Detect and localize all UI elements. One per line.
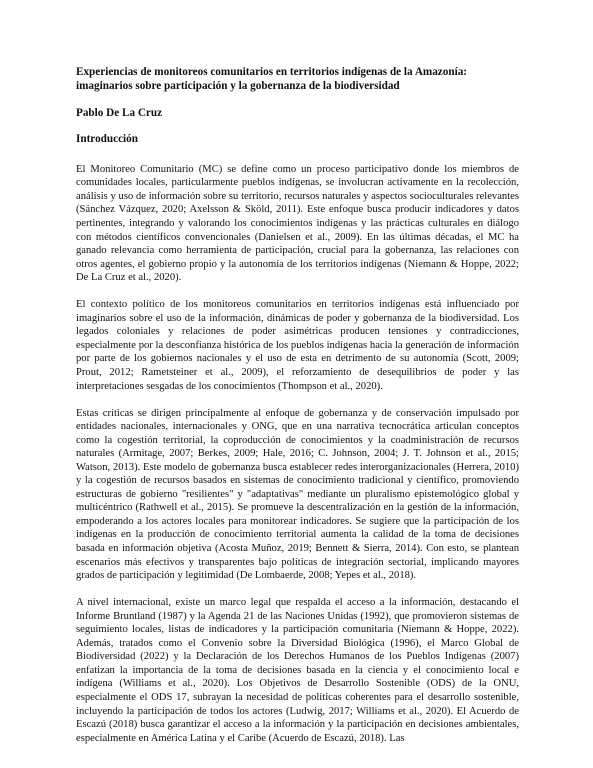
paragraph-1: El Monitoreo Comunitario (MC) se define como un proceso participativo donde los miembros de comunidades locales, particularmente pueblos indígenas, se involucran activamente en la recolección, análisis y uso de información sobre su territorio, recursos naturales y aspectos socioculturales relevantes (Sánchez Vázquez, 2020; Axelsson & Sköld, 2011). Este enfoque busca producir indicadores y datos pertinentes, integrando y valorando los conocimientos indígenas y las prácticas culturales en diálogo con métodos científicos convencionales (Danielsen et al., 2009). En las últimas décadas, el MC ha ganado relevancia como herramienta de participación, crucial para la gobernanza, las relaciones con otros agentes, el gobierno propio y la autonomía de los territorios indígenas (Niemann & Hoppe, 2022; De La Cruz et al., 2020).	[76, 163, 519, 284]
section-heading: Introducción	[76, 132, 138, 145]
paragraph-4: A nivel internacional, existe un marco legal que respalda el acceso a la información, destacando el Informe Bruntland (1987) y la Agenda 21 de las Naciones Unidas (1992), que promovieron sistemas de seguimiento locales, listas de indicadores y la participación comunitaria (Niemann & Hoppe, 2022). Además, tratados como el Convenio sobre la Diversidad Biológica (1996), el Marco Global de Biodiversidad (2022) y la Declaración de los Derechos Humanos de los Pueblos Indígenas (2007) enfatizan la importancia de la toma de decisiones basada en la ciencia y el conocimiento local e indígena (Williams et al., 2020). Los Objetivos de Desarrollo Sostenible (ODS) de la ONU, especialmente el ODS 17, subrayan la necesidad de políticas coherentes para el desarrollo sostenible, incluyendo la participación de todos los actores (Ludwig, 2017; Williams et al., 2020). El Acuerdo de Escazú (2018) busca garantizar el acceso a la información y la participación en decisiones ambientales, especialmente en América Latina y el Caribe (Acuerdo de Escazú, 2018). Las	[76, 597, 519, 744]
paragraph-3: Estas críticas se dirigen principalmente al enfoque de gobernanza y de conservación impulsado por entidades nacionales, internacionales y ONG, que en una narrativa tecnocrática articulan conceptos como la cogestión territorial, la coproducción de conocimientos y la coadministración de recursos naturales (Armitage, 2007; Berkes, 2009; Hale, 2016; C. Johnson, 2004; J. T. Johnson et al., 2015; Watson, 2013). Este modelo de gobernanza busca establecer redes interorganizacionales (Herrera, 2010) y la cogestión de recursos basados en sistemas de conocimiento tradicional y científico, promoviendo estructuras de gobierno "resilientes" y "adaptativas" mediante un pluralismo epistemológico global y multicéntrico (Rathwell et al., 2015). Se promueve la descentralización en la gestión de la información, empoderando a los actores locales para monitorear indicadores. Se sugiere que la participación de los indígenas en la producción de conocimiento territorial aumenta la calidad de la toma de decisiones basada en información objetiva (Acosta Muñoz, 2019; Bennett & Sierra, 2014). Con esto, se plantean escenarios más efectivos y transparentes bajo políticas de integración sectorial, implicando mayores grados de participación y legitimidad (De Lombaerde, 2008; Yepes et al., 2018).	[76, 407, 519, 582]
author-name: Pablo De La Cruz	[76, 106, 163, 119]
paper-title: Experiencias de monitoreos comunitarios en territorios indígenas de la Amazonía: imaginarios sobre participación y la gobernanza de la biodiversidad	[76, 66, 468, 93]
paragraph-2: El contexto político de los monitoreos comunitarios en territorios indígenas está influenciado por imaginarios sobre el uso de la información, dinámicas de poder y gobernanza de la biodiversidad. Los legados coloniales y relaciones de poder asimétricas producen tensiones y contradicciones, especialmente por la desconfianza histórica de los pueblos indígenas hacia la generación de información por parte de los gobiernos nacionales y el uso de esta en detrimento de su autonomía (Scott, 2009; Prout, 2012; Rametsteiner et al., 2009), el reforzamiento de desequilibrios de poder y las interpretaciones sesgadas de los conocimientos (Thompson et al., 2020).	[76, 299, 519, 392]
